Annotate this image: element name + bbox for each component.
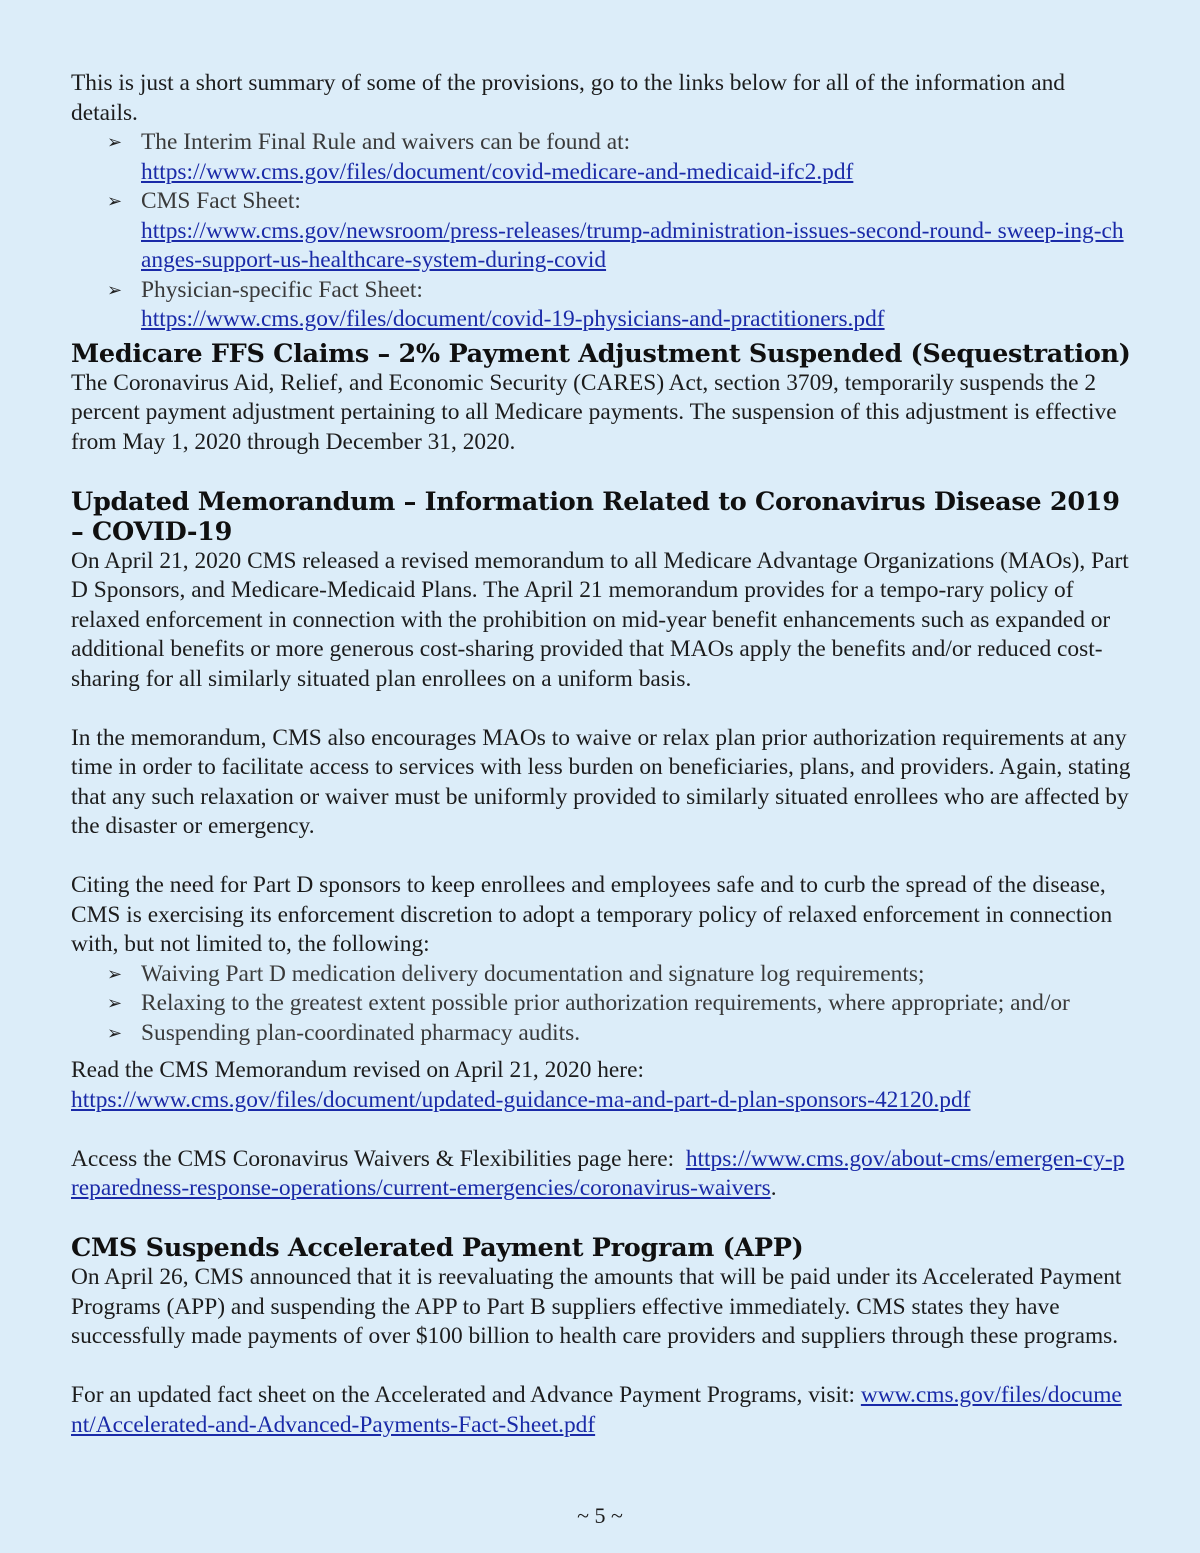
list-item xyxy=(71,960,1131,990)
factsheet-paragraph xyxy=(71,1381,1131,1440)
waivers-paragraph xyxy=(71,1145,1131,1204)
link-label: CMS Fact Sheet: xyxy=(141,188,301,214)
arrow-bullet-icon: ➢ xyxy=(107,993,123,1014)
intro-link-list xyxy=(71,128,1131,335)
payments-fact-sheet-link[interactable]: www.cms.gov/files/document/Accelerated-and-Advanced-Payments-Fact-Sheet.pdf xyxy=(71,1382,1122,1438)
list-item xyxy=(71,276,1131,335)
list-item-text: Relaxing to the greatest extent possible prior authorization requirements, where appropriate; and/or xyxy=(141,990,1070,1016)
intro-text: This is just a short summary of some of the provisions, go to the links below for all of the information and details. xyxy=(71,70,1065,126)
paragraph: Citing the need for Part D sponsors to keep enrollees and employees safe and to curb the spread of the disease, CMS is exercising its enforcement discretion to adopt a temporary policy of relaxed enforcement in connection with, but not limited to, the following: xyxy=(71,872,1113,957)
waivers-link[interactable]: https://www.cms.gov/about-cms/emergen-cy-preparedness-response-operations/current-emergencies/coronavirus-waivers xyxy=(71,1145,1125,1201)
list-item xyxy=(71,187,1131,276)
list-item-text: Suspending plan-coordinated pharmacy audits. xyxy=(141,1019,581,1046)
arrow-bullet-icon: ➢ xyxy=(107,1022,123,1044)
paragraph: In the memorandum, CMS also encourages MAOs to waive or relax plan prior authorization requirements at any time in order to facilitate access to services with less burden on beneficiaries, plans, and providers. Again, stating that any such relaxation or waiver must be uniformly provided to similarly situated enrollees who are affected by the disaster or emergency. xyxy=(71,724,1131,839)
list-item xyxy=(71,1019,1131,1049)
arrow-bullet-icon: ➢ xyxy=(107,191,123,212)
physician-fact-sheet-link[interactable]: https://www.cms.gov/files/document/covid-19-physicians-and-practitioners.pdf xyxy=(141,306,885,332)
factsheet-label: For an updated fact sheet on the Accelerated and Advance Payment Programs, visit: xyxy=(71,1382,855,1408)
arrow-bullet-icon: ➢ xyxy=(107,279,123,301)
link-label: Physician-specific Fact Sheet: xyxy=(141,276,423,303)
list-item-text: Waiving Part D medication delivery documentation and signature log requirements; xyxy=(141,960,925,987)
paragraph: On April 21, 2020 CMS released a revised memorandum to all Medicare Advantage Organizations (MAOs), Part D Sponsors, and Medicare-Medicaid Plans. The April 21 memorandum provides for a tempo-rary policy of relaxed enforcement in connection with the prohibition on mid-year benefit enhancements such as expanded or additional benefits or more generous cost-sharing provided that MAOs apply the benefits and/or reduced cost-sharing for all similarly situated plan enrollees on a uniform basis. xyxy=(71,547,1129,692)
paragraph: On April 26, CMS announced that it is reevaluating the amounts that will be paid under its Accelerated Payment Programs (APP) and suspending the APP to Part B suppliers effective immediately. CMS states they have successfully made payments of over $100 billion to health care providers and suppliers through these programs. xyxy=(71,1264,1122,1349)
interim-rule-link[interactable]: https://www.cms.gov/files/document/covid-medicare-and-medicaid-ifc2.pdf xyxy=(141,158,854,185)
memo-label: Read the CMS Memorandum revised on April 21, 2020 here: xyxy=(71,1057,644,1083)
waivers-label: Access the CMS Coronavirus Waivers & Flexibilities page here: xyxy=(71,1145,675,1172)
section-heading: Updated Memorandum – Information Related to Coronavirus Disease 2019 – COVID-19 xyxy=(71,486,1120,547)
list-item xyxy=(71,128,1131,187)
arrow-bullet-icon: ➢ xyxy=(107,132,123,153)
section-body: The Coronavirus Aid, Relief, and Economic Security (CARES) Act, section 3709, temporarily suspends the 2 percent payment adjustment pertaining to all Medicare payments. The suspension of this adjustment is effective from May 1, 2020 through December 31, 2020. xyxy=(71,369,1117,455)
section-heading: CMS Suspends Accelerated Payment Program (APP) xyxy=(71,1233,804,1263)
arrow-bullet-icon: ➢ xyxy=(107,963,123,985)
list-item xyxy=(71,989,1131,1019)
section-heading: Medicare FFS Claims – 2% Payment Adjustment Suspended (Sequestration) xyxy=(71,338,1131,369)
page-number: ~ 5 ~ xyxy=(577,1503,623,1528)
fact-sheet-link[interactable]: https://www.cms.gov/newsroom/press-releases/trump-administration-issues-second-round- sweep-ing-changes-support-us-healthcare-system-during-covid xyxy=(141,217,1124,273)
link-label: The Interim Final Rule and waivers can be found at: xyxy=(141,129,631,155)
document-page xyxy=(71,69,1131,1440)
memorandum-link[interactable]: https://www.cms.gov/files/document/updated-guidance-ma-and-part-d-plan-sponsors-42120.pdf xyxy=(71,1086,971,1113)
period: . xyxy=(770,1175,777,1201)
enforcement-list xyxy=(71,960,1131,1049)
